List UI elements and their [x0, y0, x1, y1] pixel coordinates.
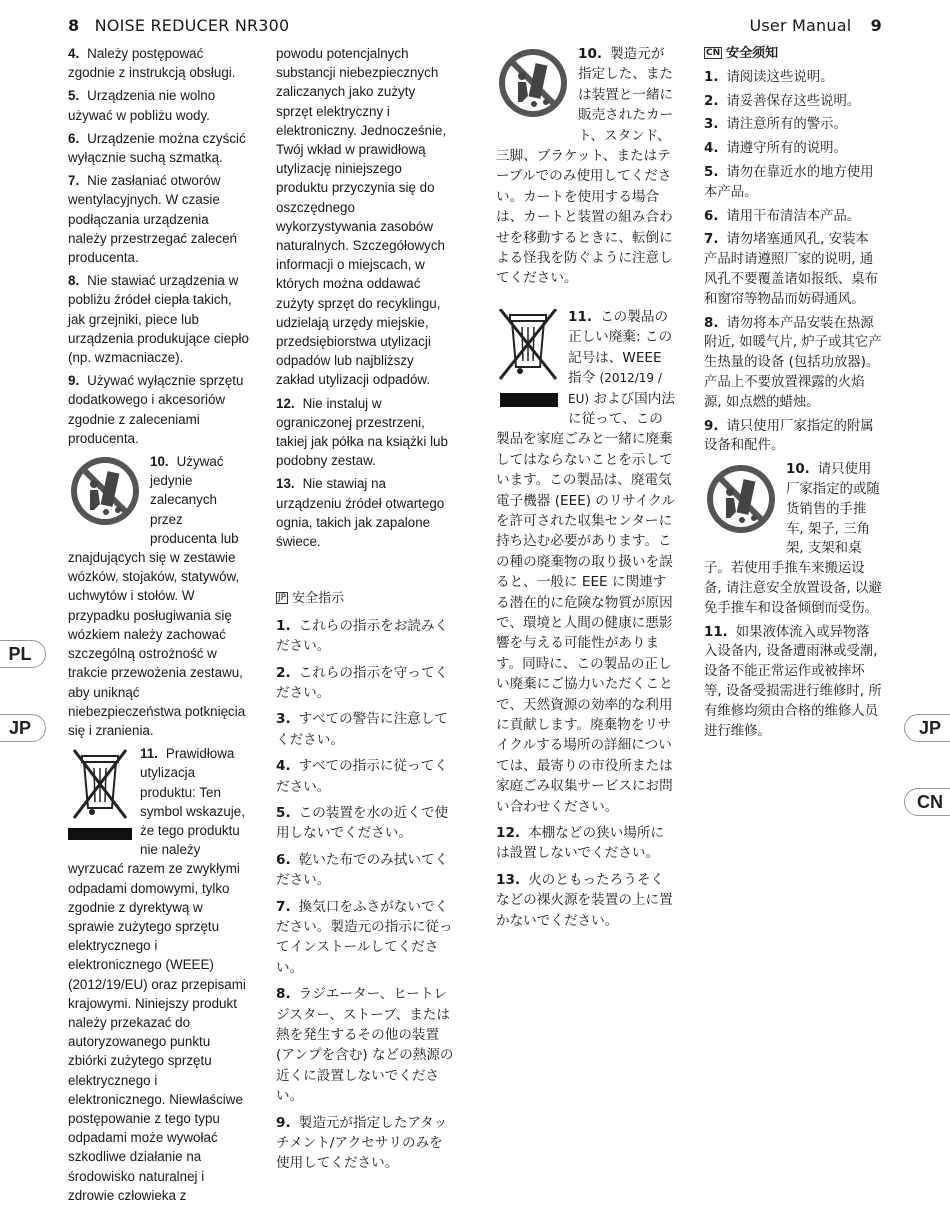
jp-item-1: 1. これらの指示をお読みください。 [276, 617, 449, 655]
jp-item-2: 2. これらの指示を守ってください。 [276, 664, 449, 701]
pl-item-8: 8. Nie stawiać urządzenia w pobliżu źródeł ciepła takich, jak grzejniki, piece lub urządzenia produkujące ciepło (np. wzmacniacze). [68, 273, 249, 366]
left-page-number: 8 [68, 16, 80, 35]
pl-item-10: 10. Używać jedynie zalecanych przez producenta lub znajdujących się w zestawie wózków, stojaków, statywów, uchwytów i stołów. W przypadku posługiwania się wózkiem należy zachować szczególną ostrożność w trakcie przewożenia zestawu, aby uniknąć niebezpieczeństwa potknięcia się i zranienia. [68, 454, 246, 738]
jp-item-12: 12. 本棚などの狭い場所には設置しないでください。 [496, 825, 665, 862]
pl-item-11: 11. Prawidłowa utylizacja produktu: Ten symbol wskazuje, że tego produktu nie należy wyrzucać razem ze zwykłymi odpadami domowymi, tylko zgodnie z dyrektywą w sprawie zużytego sprzętu elektrycznego i elektronicznego (WEEE) (2012/19/EU) oraz przepisami krajowymi. Niniejszy produkt należy przekazać do autoryzowanego punktu zbiórki zużytego sprzętu elektrycznego i elektronicznego. Niewłaściwe postępowanie z tego typu odpadami może wywołać szkodliwe działanie na środowisko naturalnej i zdrowie człowieka z [68, 746, 246, 1203]
cart-warning-icon [704, 462, 778, 543]
polish-column-1 [68, 44, 250, 1209]
left-header-title: NOISE REDUCER NR300 [94, 16, 290, 35]
pl-item-5: 5. Urządzenia nie wolno używać w pobliżu wody. [68, 88, 216, 123]
cn-item-7: 7. 请勿堵塞通风孔, 安装本产品时请遵照厂家的说明, 通风孔不要覆盖诸如报纸、桌布和窗帘等物品而妨碍通风。 [704, 232, 879, 307]
tab-jp-left: JP [0, 714, 46, 742]
jp-item-7: 7. 換気口をふさがないでください。製造元の指示に従ってインストールしてください。 [276, 898, 453, 976]
pl-item-6: 6. Urządzenie można czyścić wyłącznie suchą szmatką. [68, 130, 246, 166]
weee-bin-icon [68, 746, 132, 847]
cn-item-2: 2. 请妥善保存这些说明。 [704, 93, 861, 109]
pl-item-9: 9. Używać wyłącznie sprzętu dodatkowego i akcesoriów zgodnie z zaleceniami producenta. [68, 373, 244, 446]
cart-warning-icon [496, 46, 570, 126]
chinese-column [704, 44, 882, 745]
jp-lang-badge: JP [278, 593, 287, 604]
jp-item-4: 4. すべての指示に従ってください。 [276, 758, 448, 795]
cn-item-6: 6. 请用干布清洁本产品。 [704, 208, 861, 224]
jp-item-5: 5. この装置を水の近くで使用しないでください。 [276, 804, 449, 842]
tab-jp-right: JP [904, 714, 950, 742]
jp-item-3: 3. すべての警告に注意してください。 [276, 711, 448, 748]
cn-item-8: 8. 请勿将本产品安装在热源附近, 如暖气片, 炉子或其它产生热量的设备 (包括功放器)。产品上不要放置裸露的火焰源, 如点燃的蜡烛。 [704, 315, 882, 410]
right-header-title: User Manual [749, 16, 852, 35]
pl-item-13: 13. Nie stawiaj na urządzeniu źródeł otwartego ognia, takich jak zapalone świece. [276, 476, 445, 550]
right-page-header [749, 16, 882, 35]
weee-bin-icon [496, 309, 560, 415]
cn-item-5: 5. 请勿在靠近水的地方使用本产品。 [704, 164, 874, 200]
cn-item-11: 11. 如果液体流入或异物落入设备内, 设备遭雨淋或受潮, 设备不能正常运作或被摔坏等, 设备受损需进行维修时, 所有维修均须由合格的维修人员进行维修。 [704, 624, 882, 739]
column-2 [276, 44, 454, 1180]
cn-item-3: 3. 请注意所有的警示。 [704, 117, 847, 133]
right-page-number: 9 [870, 16, 882, 35]
pl-item-11-continued: powodu potencjalnych substancji niebezpiecznych zaliczanych jako zużyty sprzęt elektryczny i elektroniczny. Jednocześnie, Twój wkład w prawidłową utylizację niniejszego produktu przyczynia się do oszczędnego wykorzystywania zasobów naturalnych. Szczegółowych informacji o miejscach, w których można oddawać zużyty sprzęt do recyklingu, udzielają urzędy miejskie, przedsiębiorstwa utylizacji odpadów lub najbliższy zakład utylizacji odpadów. [276, 46, 447, 388]
japanese-column-3 [496, 44, 676, 937]
cart-warning-icon [68, 454, 142, 533]
jp-item-6: 6. 乾いた布でのみ拭いてください。 [276, 851, 449, 889]
tab-pl: PL [0, 640, 46, 668]
cn-item-9: 9. 请只使用厂家指定的附属设备和配件。 [704, 418, 874, 454]
cn-heading: CN 安全须知 [706, 46, 779, 61]
jp-item-11: 11. この製品の正しい廃棄: この記号は、WEEE 指令 (2012/19 / EU) および国内法に従って、この製品を家庭ごみと一緒に廃棄してはならないことを示しています。この製品は、廃電気電子機器 (EEE) のリサイクルを許可された収集センターに持ち込む必要があります。この種の廃棄物の取り扱いを誤ると、一般に EEE に関連する潜在的に危険な物質が原因で、環境と人間の健康に悪影響を与える可能性があります。同時に、この製品の正しい廃棄にご協力いただくことで、天然資源の効率的な利用に貢献します。廃棄物をリサイクルする場所の詳細については、最寄りの市役所または家庭ごみ収集サービスにお問い合わせください。 [496, 308, 676, 815]
pl-item-4: 4. Należy postępować zgodnie z instrukcją obsługi. [68, 46, 236, 81]
cn-item-4: 4. 请遵守所有的说明。 [704, 141, 847, 157]
japanese-section [276, 589, 454, 1174]
jp-item-9: 9. 製造元が指定したアタッチメント/アクセサリのみを使用してください。 [276, 1114, 448, 1172]
jp-item-10: 10. 製造元が指定した、または装置と一緒に販売されたカート、スタンド、三脚、ブラケット、またはテーブルでのみ使用してください。カートを使用する場合は、カートと装置の組み合わせを移動するときに、転倒による怪我を防ぐように注意してください。 [496, 46, 674, 287]
tab-cn: CN [904, 788, 950, 816]
cn-item-10: 10. 请只使用厂家指定的或随货销售的手推车, 架子, 三角架, 支架和桌子。若使用手推车来搬运设备, 请注意安全放置设备, 以避免手推车和设备倾倒而受伤。 [704, 462, 882, 616]
pl-item-12: 12. Nie instaluj w ograniczonej przestrzeni, takiej jak półka na książki lub podobny zestaw. [276, 395, 448, 469]
pl-item-7: 7. Nie zasłaniać otworów wentylacyjnych. W czasie podłączania urządzenia należy przestrzegać zaleceń producenta. [68, 173, 237, 266]
left-page-header [68, 16, 289, 35]
jp-item-13: 13. 火のともったろうそくなどの裸火源を装置の上に置かないでください。 [496, 871, 673, 929]
cn-item-1: 1. 请阅读这些说明。 [704, 69, 834, 85]
jp-item-8: 8. ラジエーター、ヒートレジスター、ストーブ、または熱を発生するその他の装置 (アンプを含む) などの熱源の近くに設置しないでください。 [276, 986, 454, 1105]
cn-lang-badge: CN [706, 48, 721, 58]
jp-heading: JP 安全指示 [278, 591, 345, 607]
